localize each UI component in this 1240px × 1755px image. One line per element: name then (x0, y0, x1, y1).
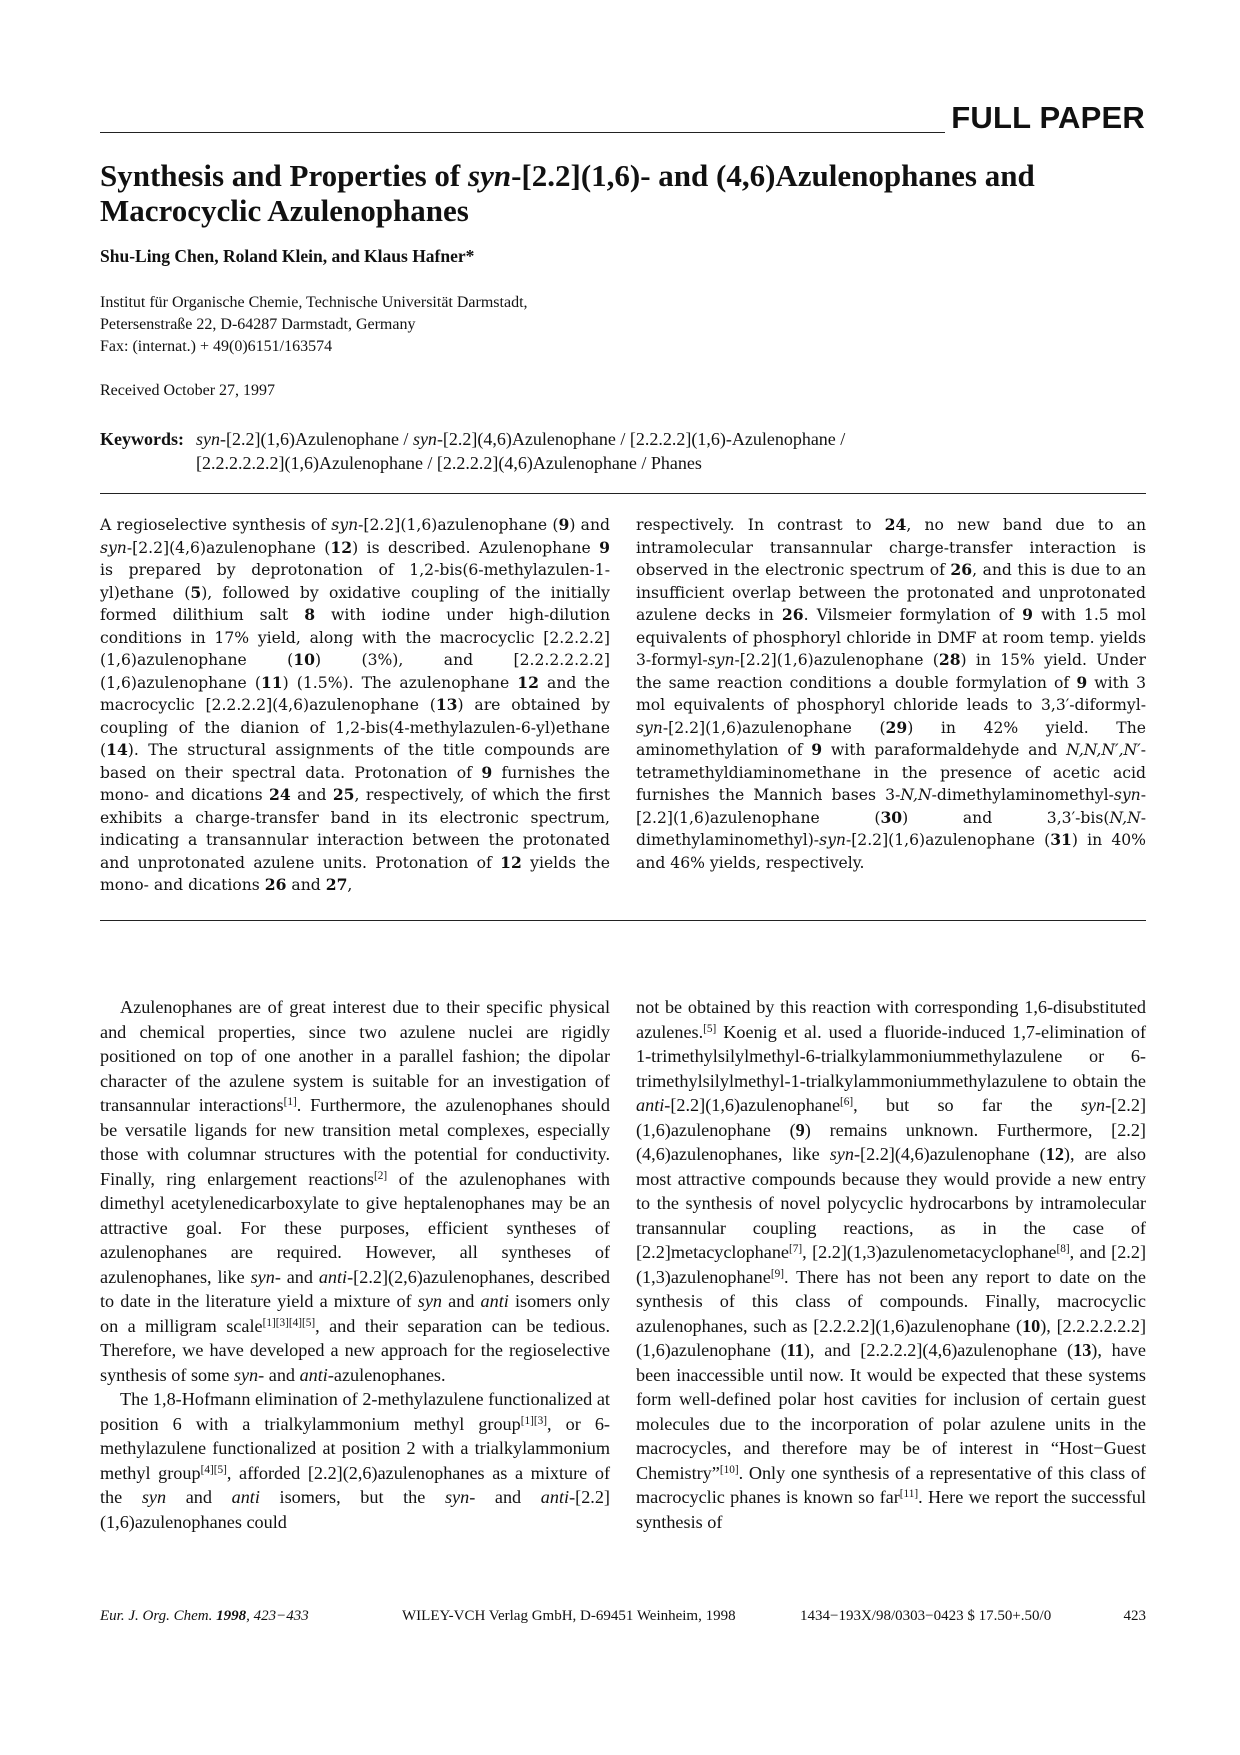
received-date: Received October 27, 1997 (100, 382, 276, 399)
footer-code: 1434−193X/98/0303−0423 $ 17.50+.50/0 (800, 1608, 1052, 1624)
body-column-right (636, 995, 1146, 1534)
abstract-top-rule (100, 493, 1146, 494)
affiliation-line: Institut für Organische Chemie, Technische Universität Darmstadt, (100, 294, 528, 311)
keywords-line: [2.2.2.2.2.2](1,6)Azulenophane / [2.2.2.2](4,6)Azulenophane / Phanes (196, 453, 702, 473)
authors: Shu-Ling Chen, Roland Klein, and Klaus Hafner* (100, 246, 475, 266)
body-column-left (100, 995, 610, 1534)
body-paragraph: not be obtained by this reaction with corresponding 1,6-disubstituted azulenes.[5] Koenig et al. used a fluoride-induced 1,7-elimination of 1-trimethylsilylmethyl-6-trialkylammoniummethylazulene or 6-trimethylsilylmethyl-1-trialkylammoniummethylazulene to obtain the anti-[2.2](1,6)azulenophane[6], but so far the syn-[2.2](1,6)azulenophane (9) remains unknown. Furthermore, [2.2](4,6)azulenophanes, like syn-[2.2](4,6)azulenophane (12), are also most attractive compounds because they would provide a new entry to the synthesis of novel polycyclic hydrocarbons by intramolecular transannular coupling reactions, as in the case of [2.2]metacyclophane[7], [2.2](1,3)azulenometacyclophane[8], and [2.2](1,3)azulenophane[9]. There has not been any report to date on the synthesis of this class of compounds. Finally, macrocyclic azulenophanes, such as [2.2.2.2](1,6)azulenophane (10), [2.2.2.2.2.2](1,6)azulenophane (11), and [2.2.2.2](4,6)azulenophane (13), have been inaccessible until now. It would be expected that these systems form well-defined polar host cavities for inclusion of certain guest molecules due to the incorporation of polar azulene units in the macrocycles, and therefore may be of interest in “Host−Guest Chemistry”[10]. Only one synthesis of a representative of this class of macrocyclic phanes is known so far[11]. Here we report the successful synthesis of (636, 997, 1147, 1532)
footer-publisher: WILEY-VCH Verlag GmbH, D-69451 Weinheim, 1998 (402, 1608, 736, 1624)
abstract-text: A regioselective synthesis of syn-[2.2](1,6)azulenophane (9) and syn-[2.2](4,6)azulenophane (12) is described. Azulenophane 9 is prepared by deprotonation of 1,2-bis(6-methylazulen-1-yl)ethane (5), followed by oxidative coupling of the initially formed dilithium salt 8 with iodine under high-dilution conditions in 17% yield, along with the macrocyclic [2.2.2.2](1,6)azulenophane (10) (3%), and [2.2.2.2.2.2](1,6)azulenophane (11) (1.5%). The azulenophane 12 and the macrocyclic [2.2.2.2](4,6)azulenophane (13) are obtained by coupling of the dianion of 1,2-bis(4-methylazulen-6-yl)ethane (14). The structural assignments of the title compounds are based on their spectral data. Protonation of 9 furnishes the mono- and dications 24 and 25, respectively, of which the first exhibits a charge-transfer band in its electronic spectrum, indicating a transannular interaction between the protonated and unprotonated azulene units. Protonation of 12 yields the mono- and dications 26 and 27, (100, 515, 610, 894)
abstract-text: respectively. In contrast to 24, no new band due to an intramolecular transannular charge-transfer interaction is observed in the electronic spectrum of 26, and this is due to an insufficient overlap between the protonated and unprotonated azulene decks in 26. Vilsmeier formylation of 9 with 1.5 mol equivalents of phosphoryl chloride in DMF at room temp. yields 3-formyl-syn-[2.2](1,6)azulenophane (28) in 15% yield. Under the same reaction conditions a double formylation of 9 with 3 mol equivalents of phosphoryl chloride leads to 3,3′-diformyl-syn-[2.2](1,6)azulenophane (29) in 42% yield. The aminomethylation of 9 with paraformaldehyde and N,N,N′,N′-tetramethyldiaminomethane in the presence of acetic acid furnishes the Mannich bases 3-N,N-dimethylaminomethyl-syn-[2.2](1,6)azulenophane (30) and 3,3′-bis(N,N-dimethylaminomethyl)-syn-[2.2](1,6)azulenophane (31) in 40% and 46% yields, respectively. (636, 515, 1147, 872)
paper-title: Synthesis and Properties of syn-[2.2](1,6)- and (4,6)Azulenophanes and Macrocyclic Azulenophanes (100, 158, 1035, 228)
abstract-bottom-rule (100, 920, 1146, 921)
body-paragraph: Azulenophanes are of great interest due to their specific physical and chemical properties, since two azulene nuclei are rigidly positioned on top of one another in a parallel fashion; the dipolar character of the azulene system is suitable for an investigation of transannular interactions[1]. Furthermore, the azulenophanes should be versatile ligands for new transition metal complexes, especially those with columnar structures with the potential for conductivity. Finally, ring enlargement reactions[2] of the azulenophanes with dimethyl acetylenedicarboxylate to give heptalenophanes may be an attractive goal. For these purposes, efficient syntheses of azulenophanes are required. However, all syntheses of azulenophanes, like syn- and anti-[2.2](2,6)azulenophanes, described to date in the literature yield a mixture of syn and anti isomers only on a milligram scale[1][3][4][5], and their separation can be tedious. Therefore, we have developed a new approach for the regioselective synthesis of some syn- and anti-azulenophanes. (100, 997, 610, 1385)
abstract-column-right (636, 514, 1146, 874)
body-paragraph: The 1,8-Hofmann elimination of 2-methylazulene functionalized at position 6 with a trialkylammonium methyl group[1][3], or 6-methylazulene functionalized at position 2 with a trialkylammonium methyl group[4][5], afforded [2.2](2,6)azulenophanes as a mixture of the syn and anti isomers, but the syn- and anti-[2.2](1,6)azulenophanes could (100, 1389, 610, 1532)
section-label: FULL PAPER (951, 100, 1145, 135)
keywords (100, 427, 1150, 475)
header-rule (100, 132, 945, 133)
keywords-label: Keywords: (100, 429, 184, 449)
page-number: 423 (1123, 1608, 1146, 1624)
affiliation-line: Petersenstraße 22, D-64287 Darmstadt, Germany (100, 316, 416, 333)
abstract-column-left (100, 514, 610, 897)
affiliation-line: Fax: (internat.) + 49(0)6151/163574 (100, 338, 333, 355)
affiliation (100, 292, 528, 358)
footer-journal: Eur. J. Org. Chem. 1998, 423−433 (100, 1608, 309, 1624)
keywords-line: syn-[2.2](1,6)Azulenophane / syn-[2.2](4,6)Azulenophane / [2.2.2.2](1,6)-Azulenophane / (196, 429, 846, 449)
